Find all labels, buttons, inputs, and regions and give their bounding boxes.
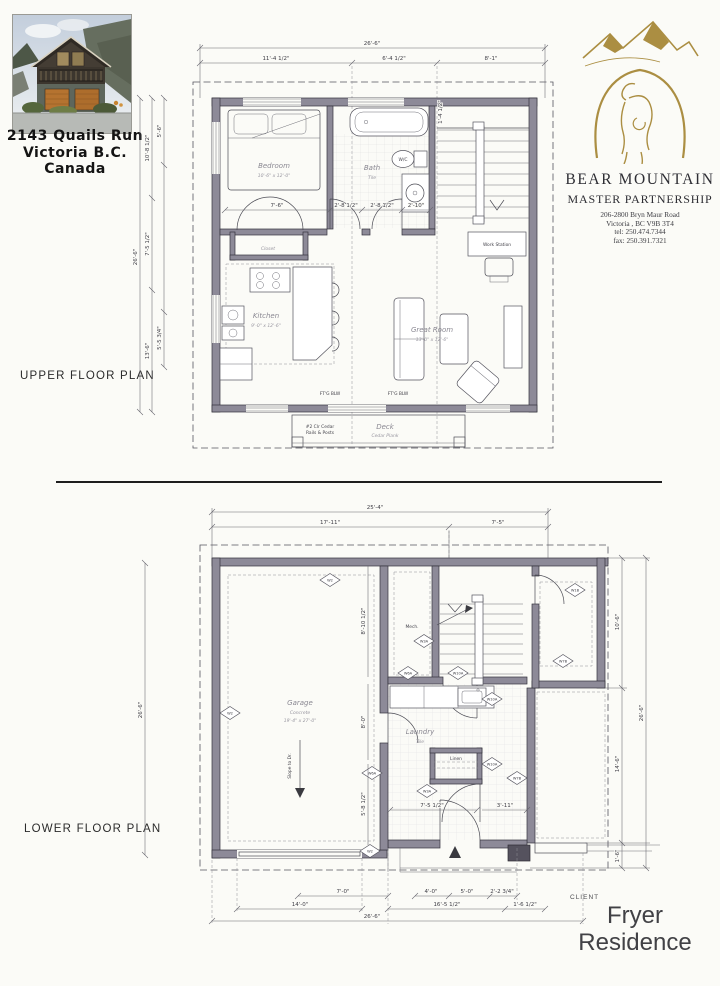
great-room-size: 13'-0" x 12'-6" (415, 338, 449, 343)
wall-tag-8: W6A (367, 771, 377, 776)
kitchen-size: 9'-0" x 12'-6" (251, 324, 281, 329)
footing-note-2: FT'G BLW (387, 392, 409, 397)
garage-size: 19'-4" x 27'-0" (283, 719, 317, 724)
dim-upper-top-3: 8'-1" (484, 56, 498, 62)
dim-lower-inner-v1: 8'-10 1/2" (361, 607, 367, 635)
dim-lower-b1-1: 7'-0" (336, 889, 350, 895)
bedroom-size: 10'-6" x 12'-0" (257, 174, 291, 179)
dim-lower-top-overall: 25'-4" (366, 505, 384, 511)
wall-tag-12: W2 (367, 849, 373, 854)
deck-note-2: Rails & Posts (305, 431, 335, 436)
logo-address-line1: 206-2800 Bryn Maur Road (600, 210, 680, 219)
dim-lower-right-1: 10'-6" (615, 613, 621, 631)
wall-tag-9: W3A (422, 789, 432, 794)
dim-upper-left-inner-1: 5'-6" (157, 124, 163, 138)
photo-caption-line1: 2143 Quails Run (6, 128, 144, 144)
wall-tag-5: W7B (558, 659, 568, 664)
photo-caption-line3: Canada (44, 161, 106, 177)
dim-upper-mid-2: 2'-8 1/2" (334, 203, 358, 209)
wall-tag-4: W10A (452, 671, 464, 676)
dim-lower-b2-2: 16'-5 1/2" (433, 902, 461, 908)
closet-label: Closet (260, 247, 276, 252)
logo-address-line2: Victoria , BC V9B 3T4 (606, 218, 674, 228)
upper-plan-title: UPPER FLOOR PLAN (20, 370, 155, 382)
laundry-label: Laundry (405, 728, 435, 736)
dim-upper-left-inner-2: 5'-5 3/4" (157, 326, 163, 350)
dim-upper-mid-4: 2'-10" (407, 203, 425, 209)
great-room-furniture (394, 298, 522, 405)
dim-upper-top-overall: 26'-6" (363, 41, 381, 47)
bath-label: Bath (363, 164, 381, 172)
dim-upper-left-1: 10'-8 1/2" (145, 134, 151, 162)
dim-lower-inner-h1: 7'-5 1/2" (420, 803, 444, 809)
bedroom-label: Bedroom (258, 162, 290, 170)
dim-lower-b2-3: 1'-6 1/2" (513, 902, 537, 908)
dim-lower-left-overall: 26'-6" (138, 701, 144, 719)
entry-arrow (449, 846, 461, 858)
wall-tag-6: W2 (227, 711, 233, 716)
mech-label: Mech. (405, 625, 419, 630)
work-station-desk (468, 232, 526, 282)
dim-lower-right-3: 1'-6" (615, 849, 621, 863)
kitchen-fixtures (220, 264, 339, 380)
laundry-sub-label: Tile (415, 740, 425, 745)
dim-lower-inner-v2: 8'-0" (361, 715, 367, 729)
deck-note-1: #2 Clr Cedar (305, 425, 335, 430)
slope-arrow (295, 740, 305, 798)
dim-lower-inner-h2: 3'-11" (496, 803, 514, 809)
wc-label: W/C (398, 158, 408, 163)
slope-label: Slope to Dr. (288, 753, 293, 779)
client-name-line2: Residence (578, 929, 692, 956)
wall-tag-3: W6A (403, 671, 413, 676)
wall-tag-2: W3A (419, 639, 429, 644)
dim-upper-mid-1: 7'-6" (270, 203, 284, 209)
dim-lower-inner-v3: 5'-8 1/2" (361, 792, 367, 816)
wall-tag-1: W1B (570, 588, 580, 593)
dim-upper-left-2: 7'-5 1/2" (145, 232, 151, 256)
lower-plan-title: LOWER FLOOR PLAN (24, 823, 162, 835)
dim-upper-right-small: 1'-4 1/2" (438, 100, 444, 124)
linen-label: Linen (450, 757, 462, 762)
dim-upper-mid-3: 2'-8 1/2" (370, 203, 394, 209)
kitchen-label: Kitchen (252, 312, 280, 320)
dim-lower-top-1: 17'-11" (319, 520, 341, 526)
lower-floor-plan (138, 505, 660, 924)
logo-title: BEAR MOUNTAIN (565, 171, 715, 188)
dim-upper-top-2: 6'-4 1/2" (382, 56, 406, 62)
dim-lower-right-2: 14'-6" (615, 755, 621, 773)
garage-sub-label: Concrete (289, 711, 311, 716)
wall-tag-7: W10A (486, 697, 498, 702)
garage-label: Garage (287, 699, 313, 707)
wall-tag-11: W7B (512, 776, 522, 781)
upper-floor-plan (133, 41, 553, 448)
wall-tag-10: W10A (486, 762, 498, 767)
upper-stairs (437, 122, 529, 224)
dim-lower-bottom-overall: 26'-6" (363, 914, 381, 920)
client-label: CLIENT (570, 894, 600, 901)
bathtub (350, 108, 428, 136)
toilet (392, 151, 427, 168)
dim-lower-b1-4: 2'-2 3/4" (490, 889, 514, 895)
dim-upper-top-1: 11'-4 1/2" (262, 56, 290, 62)
retaining-wall (535, 843, 587, 853)
wall-tag-0: W2 (327, 578, 333, 583)
dim-lower-top-2: 7'-5" (491, 520, 505, 526)
masonry-pier (508, 845, 530, 861)
photo-caption-line2: Victoria B.C. (22, 144, 128, 161)
work-station-label: Work Station (482, 243, 512, 248)
logo-address-line4: fax: 250.391.7321 (613, 235, 667, 245)
dim-upper-left-overall: 26'-6" (133, 248, 139, 266)
bath-sub-label: Tile (367, 176, 377, 181)
logo-subtitle: MASTER PARTNERSHIP (567, 192, 713, 206)
dim-lower-right-overall: 26'-6" (639, 704, 645, 722)
dim-lower-b2-1: 14'-0" (291, 902, 309, 908)
dim-lower-b1-2: 4'-0" (424, 889, 438, 895)
client-name-line1: Fryer (607, 902, 663, 929)
deck-label: Deck (376, 423, 394, 431)
deck-sub-label: Cedar Plank (371, 434, 399, 439)
dim-upper-left-3: 13'-6" (145, 342, 151, 360)
dim-lower-b1-3: 5'-0" (460, 889, 474, 895)
great-room-label: Great Room (410, 326, 454, 334)
footing-note-1: FT'G BLW (319, 392, 341, 397)
logo-address-line3: tel: 250.474.7344 (614, 227, 666, 237)
